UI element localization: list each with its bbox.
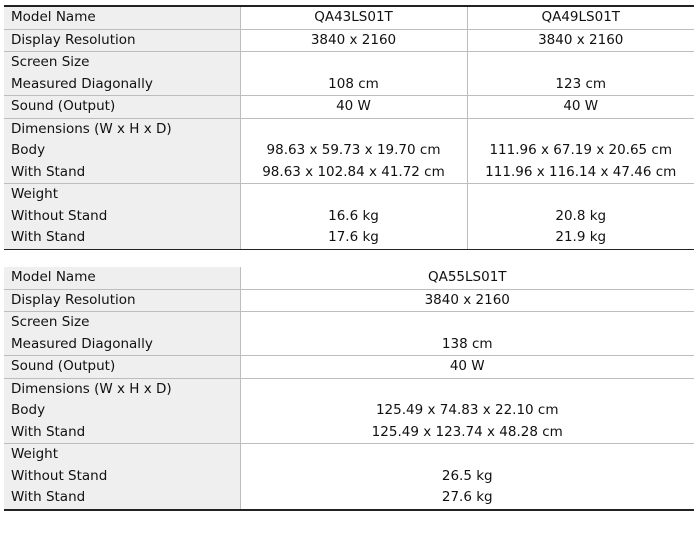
display-resolution-value: 3840 x 2160 xyxy=(467,29,694,52)
model-name-value: QA49LS01T xyxy=(467,6,694,29)
sound-row xyxy=(4,96,694,119)
screen-size-label: Screen Size Measured Diagonally xyxy=(4,52,240,96)
weight-value: 16.6 kg 17.6 kg xyxy=(240,184,467,250)
dimensions-row xyxy=(4,118,694,184)
weight-label: Weight Without Stand With Stand xyxy=(4,184,240,250)
spec-table-2 xyxy=(4,267,694,511)
sound-label: Sound (Output) xyxy=(4,356,240,379)
sound-label: Sound (Output) xyxy=(4,96,240,119)
weight-label: Weight Without Stand With Stand xyxy=(4,444,240,510)
display-resolution-row xyxy=(4,289,694,312)
dimensions-value: 111.96 x 67.19 x 20.65 cm 111.96 x 116.14 x 47.46 cm xyxy=(467,118,694,184)
model-name-value: QA55LS01T xyxy=(240,267,694,289)
dimensions-row xyxy=(4,378,694,444)
display-resolution-label: Display Resolution xyxy=(4,29,240,52)
weight-value: 26.5 kg 27.6 kg xyxy=(240,444,694,510)
dimensions-value: 125.49 x 74.83 x 22.10 cm 125.49 x 123.74 x 48.28 cm xyxy=(240,378,694,444)
display-resolution-value: 3840 x 2160 xyxy=(240,29,467,52)
model-name-label: Model Name xyxy=(4,267,240,289)
weight-value: 20.8 kg 21.9 kg xyxy=(467,184,694,250)
model-name-label: Model Name xyxy=(4,6,240,29)
model-name-row xyxy=(4,6,694,29)
screen-size-value: 138 cm xyxy=(240,312,694,356)
display-resolution-row xyxy=(4,29,694,52)
screen-size-value: 123 cm xyxy=(467,52,694,96)
dimensions-value: 98.63 x 59.73 x 19.70 cm 98.63 x 102.84 x 41.72 cm xyxy=(240,118,467,184)
sound-value: 40 W xyxy=(240,96,467,119)
weight-row xyxy=(4,444,694,510)
screen-size-label: Screen Size Measured Diagonally xyxy=(4,312,240,356)
screen-size-row xyxy=(4,52,694,96)
model-name-value: QA43LS01T xyxy=(240,6,467,29)
sound-row xyxy=(4,356,694,379)
display-resolution-value: 3840 x 2160 xyxy=(240,289,694,312)
sound-value: 40 W xyxy=(467,96,694,119)
model-name-row xyxy=(4,267,694,289)
weight-row xyxy=(4,184,694,250)
spec-table-1 xyxy=(4,5,694,250)
sound-value: 40 W xyxy=(240,356,694,379)
dimensions-label: Dimensions (W x H x D) Body With Stand xyxy=(4,118,240,184)
screen-size-value: 108 cm xyxy=(240,52,467,96)
screen-size-row xyxy=(4,312,694,356)
dimensions-label: Dimensions (W x H x D) Body With Stand xyxy=(4,378,240,444)
display-resolution-label: Display Resolution xyxy=(4,289,240,312)
